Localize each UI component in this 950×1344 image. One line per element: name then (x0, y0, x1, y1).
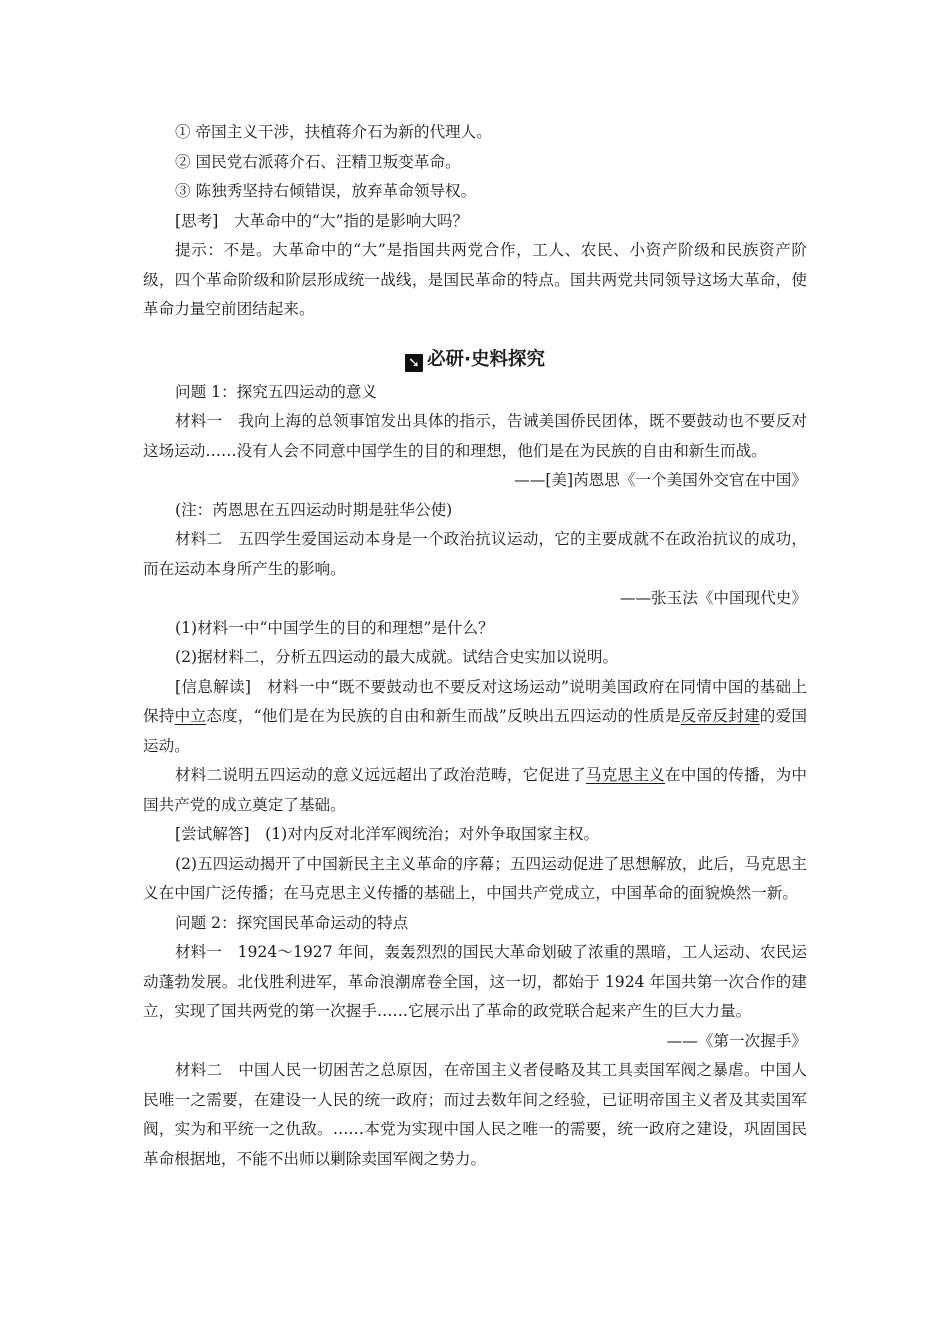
material-source: ——[美]芮恩思《一个美国外交官在中国》 (514, 471, 807, 489)
underlined-term: 中立 (174, 707, 207, 725)
answer-paragraph: (2)五四运动揭开了中国新民主主义革命的序幕；五四运动促进了思想解放，此后，马克思主义在中国广泛传播；在马克思主义传播的基础上，中国共产党成立，中国革命的面貌焕然一新。 (143, 854, 807, 902)
section-title: 必研·史料探究 (426, 348, 546, 370)
material-paragraph: 材料二 五四学生爱国运动本身是一个政治抗议运动，它的主要成就不在政治抗议的成功，而在运动本身所产生的影响。 (143, 530, 807, 578)
underlined-term: 反帝反封建 (680, 707, 760, 725)
arrow-icon: ➘ (405, 354, 423, 372)
info-reading (143, 673, 807, 762)
info-text: 在中国的传播，为中国共产党的成立奠定了基础。 (143, 766, 807, 814)
list-item: ③ 陈独秀坚持右倾错误，放弃革命领导权。 (175, 182, 477, 200)
material-paragraph: 材料二 中国人民一切困苦之总原因，在帝国主义者侵略及其工具卖国军阀之暴虐。中国人民唯一之需要，在建设一人民的统一政府；而过去数年间之经验，已证明帝国主义者及其卖国军阀，实为和平统一之仇敌。……本党为实现中国人民之唯一的需要，统一政府之建设，巩固国民革命根据地，不能不出师以剿除卖国军阀之势力。 (143, 1061, 807, 1168)
info-text: [信息解读] 材料一中“既不要鼓动也不要反对这场运动”说明美国政府在同情中国的基础上保持 (143, 677, 807, 725)
info-text: 的爱国运动。 (143, 707, 807, 755)
answer-paragraph: [尝试解答] (1)对内反对北洋军阀统治；对外争取国家主权。 (175, 825, 600, 843)
hint-paragraph: 提示：不是。大革命中的“大”是指国共两党合作，工人、农民、小资产阶级和民族资产阶级，四个革命阶级和阶层形成统一战线，是国民革命的特点。国共两党共同领导这场大革命，使革命力量空前团结起来。 (143, 241, 807, 318)
info-text: 材料二说明五四运动的意义远远超出了政治范畴，它促进了 (175, 766, 586, 784)
material-paragraph: 材料一 1924～1927 年间，轰轰烈烈的国民大革命划破了浓重的黑暗，工人运动、农民运动蓬勃发展。北伐胜利进军，革命浪潮席卷全国，这一切，都始于 1924 年国共第一次合作的建立，实现了国共两党的第一次握手……它展示出了革命的政党联合起来产生的巨大力量。 (143, 943, 807, 1020)
question-title: 问题 2：探究国民革命运动的特点 (175, 913, 409, 932)
list-item: ① 帝国主义干涉，扶植蒋介石为新的代理人。 (175, 123, 492, 141)
info-text: 态度，“他们是在为民族的自由和新生而战”反映出五四运动的性质是 (206, 707, 681, 725)
list-item: ② 国民党右派蒋介石、汪精卫叛变革命。 (175, 152, 461, 171)
question-item: (1)材料一中“中国学生的目的和理想”是什么？ (175, 618, 494, 637)
material-source: ——《第一次握手》 (666, 1031, 807, 1050)
section-heading (143, 345, 807, 375)
info-reading (143, 761, 807, 820)
material-source: ——张玉法《中国现代史》 (619, 589, 807, 607)
material-paragraph: 材料一 我向上海的总领事馆发出具体的指示，告诫美国侨民团体，既不要鼓动也不要反对这场运动……没有人会不同意中国学生的目的和理想，他们是在为民族的自由和新生而战。 (143, 412, 807, 460)
think-question: [思考] 大革命中的“大”指的是影响大吗？ (175, 211, 469, 230)
document-body (143, 118, 807, 1174)
question-title: 问题 1：探究五四运动的意义 (175, 382, 378, 401)
underlined-term: 马克思主义 (585, 766, 665, 784)
material-note: (注：芮恩思在五四运动时期是驻华公使) (175, 500, 453, 519)
question-item: (2)据材料二，分析五四运动的最大成就。试结合史实加以说明。 (175, 648, 619, 666)
